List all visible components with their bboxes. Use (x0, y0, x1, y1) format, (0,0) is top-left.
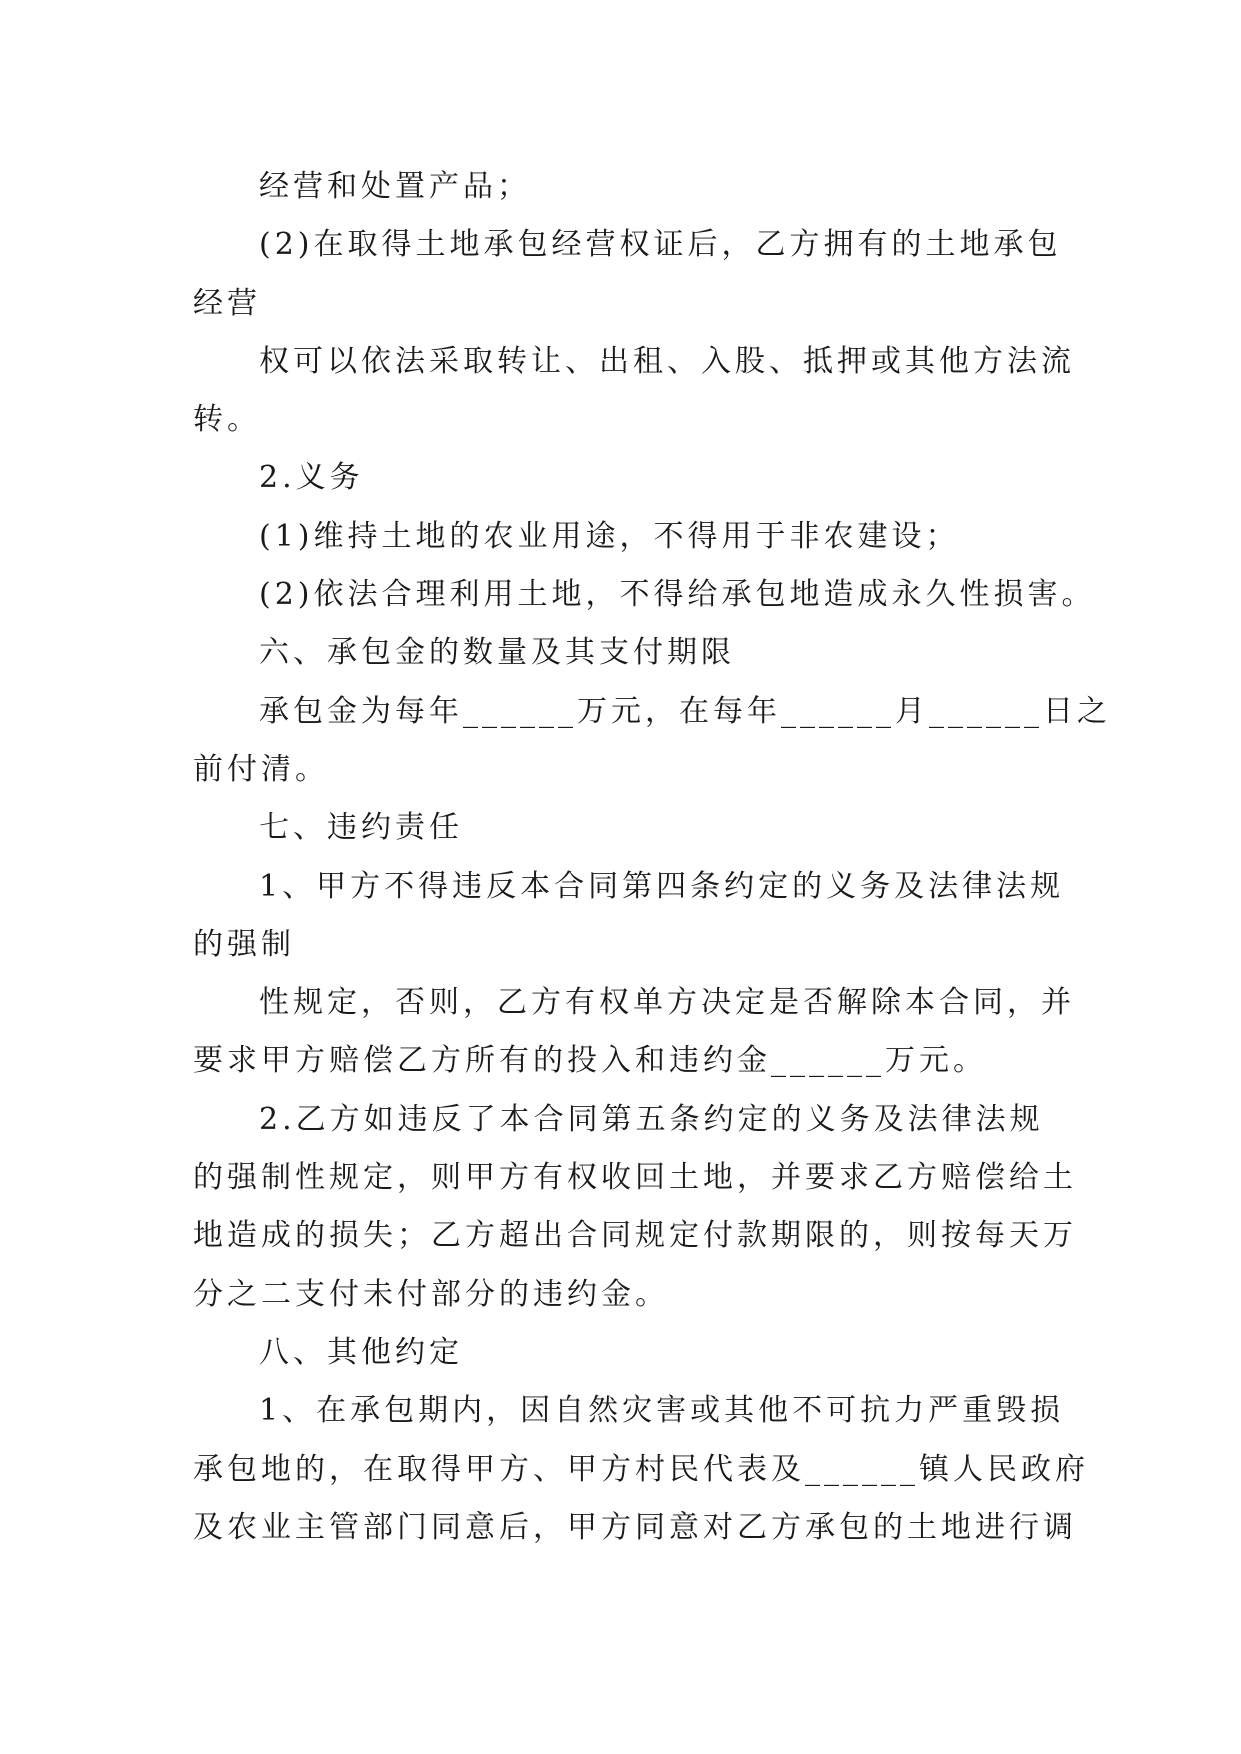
text-line: 1、在承包期内，因自然灾害或其他不可抗力严重毁损 (259, 1393, 1065, 1429)
text-line: 转。 (193, 402, 261, 438)
text-line: 前付清。 (193, 751, 329, 787)
text-line: 2.义务 (259, 460, 364, 496)
contract-text-body (193, 158, 1111, 1557)
text-line: 承包金为每年______万元，在每年______月______日之 (259, 693, 1111, 729)
text-line: 的强制性规定，则甲方有权收回土地，并要求乙方赔偿给土 (193, 1160, 1077, 1196)
text-line: 八、其他约定 (259, 1334, 463, 1370)
text-line: 地造成的损失；乙方超出合同规定付款期限的，则按每天万 (193, 1218, 1077, 1254)
text-line: (1)维持土地的农业用途，不得用于非农建设； (259, 518, 960, 554)
text-line: 2.乙方如违反了本合同第五条约定的义务及法律法规 (259, 1101, 1044, 1137)
text-line: (2)依法合理利用土地，不得给承包地造成永久性损害。 (259, 577, 1096, 613)
text-line: 七、违约责任 (259, 810, 463, 846)
text-line: 1、甲方不得违反本合同第四条约定的义务及法律法规 (259, 868, 1065, 904)
text-line: 性规定，否则，乙方有权单方决定是否解除本合同，并 (259, 985, 1075, 1021)
text-line: 六、承包金的数量及其支付期限 (259, 635, 735, 671)
text-line: 的强制 (193, 926, 295, 962)
text-line: 经营 (193, 285, 261, 321)
text-line: 经营和处置产品； (259, 169, 531, 204)
text-line: 承包地的，在取得甲方、甲方村民代表及______镇人民政府 (193, 1451, 1089, 1487)
text-line: (2)在取得土地承包经营权证后，乙方拥有的土地承包 (259, 227, 1062, 263)
text-line: 分之二支付未付部分的违约金。 (193, 1276, 669, 1312)
text-line: 权可以依法采取转让、出租、入股、抵押或其他方法流 (259, 343, 1075, 379)
text-line: 及农业主管部门同意后，甲方同意对乙方承包的土地进行调 (193, 1509, 1077, 1545)
text-line: 要求甲方赔偿乙方所有的投入和违约金______万元。 (193, 1043, 987, 1079)
